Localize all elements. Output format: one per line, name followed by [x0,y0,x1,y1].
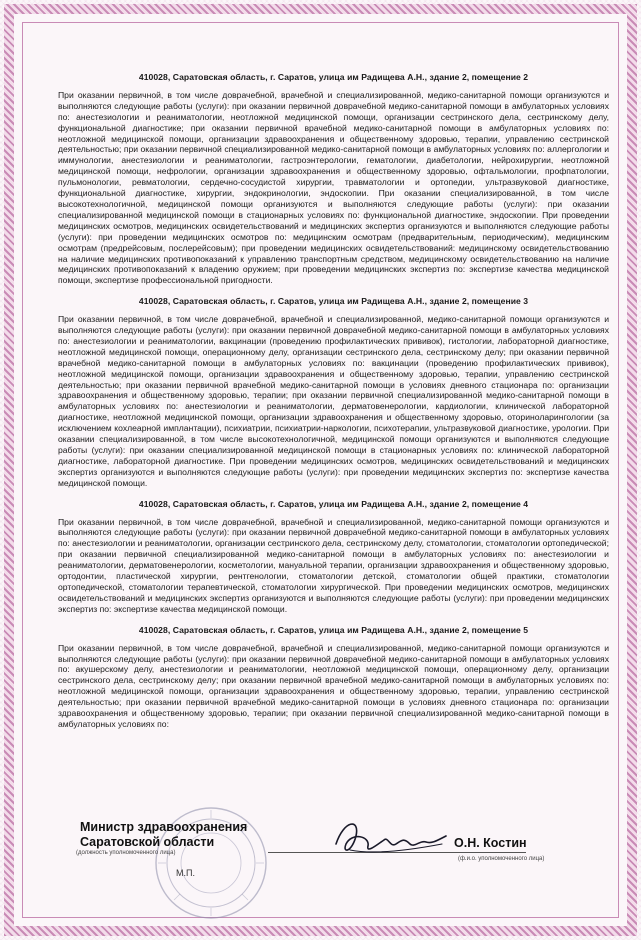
position-caption: (должность уполномоченного лица) [76,850,176,856]
section-text: При оказании первичной, в том числе доврачебной, врачебной и специализированной, медико-санитарной помощи организуются и выполняются следующие работы (услуги): при оказании первичной доврачебной медико-санитарной помощи в амбулаторных условиях по: анестезиологии и реаниматологии, неотложной медицинской помощи, организации сестринского дела, сестринскому делу, функциональной диагностике; при оказании первичной врачебной медико-санитарной помощи в амбулаторных условиях по: неотложной медицинской помощи, организации здравоохранения и общественному здоровью, терапии, управлению сестринской деятельностью; при оказании первичной специализированной медико-санитарной помощи в амбулаторных условиях по: аллергологии и иммунологии, анестезиологии и реаниматологии, гастроэнтерологии, гематологии, диабетологии, нейрохирургии, неотложной медицинской помощи, нефрологии, организации здравоохранения и общественному здоровью, офтальмологии, профпатологии, пульмонологии, ревматологии, сердечно-сосудистой хирургии, травматологии и ортопедии, ультразвуковой диагностике, функциональной диагностике, хирургии, эндокринологии, эндоскопии. При оказании специализированной, в том числе высокотехнологичной, медицинской помощи организуются и выполняются следующие работы (услуги): при оказании специализированной медицинской помощи в стационарных условиях по: функциональной диагностике, эндоскопии. При проведении медицинских осмотров, медицинских освидетельствований и медицинских экспертиз организуются и выполняются следующие работы (услуги): при проведении медицинских осмотров по: медицинским осмотрам (предварительным, периодическим), медицинским осмотрам (предрейсовым, послерейсовым); при проведении медицинских освидетельствований: медицинскому освидетельствованию на наличие медицинских противопоказаний к управлению транспортным средством, медицинскому освидетельствованию на наличие медицинских противопоказаний к владению оружием; при проведении медицинских экспертиз по: экспертизе качества медицинской помощи, экспертизе профессиональной пригодности. [58,89,609,286]
section-text: При оказании первичной, в том числе доврачебной, врачебной и специализированной, медико-санитарной помощи организуются и выполняются следующие работы (услуги): при оказании первичной доврачебной медико-санитарной помощи в амбулаторных условиях по: анестезиологии и реаниматологии, вакцинации (проведению профилактических прививок), гистологии, лабораторной диагностике, неотложной медицинской помощи, операционному делу, организации сестринского дела, сестринскому делу; при оказании первичной врачебной медико-санитарной помощи в амбулаторных условиях по: вакцинации (проведению профилактических прививок), неотложной медицинской помощи, организации здравоохранения и общественному здоровью, терапии, управлению сестринской деятельностью; при оказании первичной врачебной медико-санитарной помощи в условиях дневного стационара по: организации здравоохранения и общественному здоровью, терапии; при оказании первичной специализированной медико-санитарной помощи в амбулаторных условиях по: анестезиологии и реаниматологии, дерматовенерологии, кардиологии, клинической лабораторной диагностике, неотложной медицинской помощи, организации здравоохранения и общественному здоровью, оториноларингологии (за исключением кохлеарной имплантации), психиатрии, психиатрии-наркологии, психотерапии, ультразвуковой диагностике, урологии. При оказании специализированной, в том числе высокотехнологичной, медицинской помощи организуются и выполняются следующие работы (услуги): при оказании специализированной медицинской помощи в стационарных условиях по: клинической лабораторной диагностике, лабораторной диагностике. При проведении медицинских осмотров, медицинских освидетельствований и медицинских экспертиз организуются и выполняются следующие работы (услуги): при проведении медицинских экспертиз по: экспертизе качества медицинской помощи. [58,314,609,488]
seal-placeholder-label: М.П. [176,868,195,878]
section-address: 410028, Саратовская область, г. Саратов, улица им Радищева А.Н., здание 2, помещение 3 [138,296,529,307]
position-line-2: Саратовской области [80,835,215,849]
handwritten-signature-icon [330,814,450,860]
section-text: При оказании первичной, в том числе доврачебной, врачебной и специализированной, медико-санитарной помощи организуются и выполняются следующие работы (услуги): при оказании первичной доврачебной медико-санитарной помощи в амбулаторных условиях по: акушерскому делу, анестезиологии и реаниматологии, неотложной медицинской помощи, операционному делу, организации сестринского дела, сестринскому делу; при оказании первичной врачебной медико-санитарной помощи в амбулаторных условиях по: неотложной медицинской помощи, организации здравоохранения и общественному здоровью, терапии, управлению сестринской деятельностью; при оказании первичной врачебной медико-санитарной помощи в условиях дневного стационара по: организации здравоохранения и общественному здоровью, терапии; при оказании первичной специализированной медико-санитарной помощи в амбулаторных условиях по: [58,642,609,729]
signature-block [76,812,610,932]
section-address: 410028, Саратовская область, г. Саратов, улица им Радищева А.Н., здание 2, помещение 2 [138,72,529,82]
section-address: 410028, Саратовская область, г. Саратов, улица им Радищева А.Н., здание 2, помещение 5 [138,624,529,635]
section-room-4 [58,499,609,615]
signer-name: О.Н. Костин [454,836,527,850]
document-content [58,72,609,740]
section-room-5 [58,625,609,730]
section-address: 410028, Саратовская область, г. Саратов, улица им Радищева А.Н., здание 2, помещение 4 [138,498,529,509]
section-text: При оказании первичной, в том числе доврачебной, врачебной и специализированной, медико-санитарной помощи организуются и выполняются следующие работы (услуги): при оказании первичной доврачебной медико-санитарной помощи в амбулаторных условиях по: анестезиологии и реаниматологии, организации сестринского дела, сестринскому делу, стоматологии, стоматологии ортопедической; при оказании первичной специализированной медико-санитарной помощи в амбулаторных условиях по: анестезиологии и реаниматологии, дерматовенерологии, косметологии, мануальной терапии, организации здравоохранения и общественному здоровью, ортодонтии, пластической хирургии, рентгенологии, стоматологии детской, стоматологии общей практики, стоматологии ортопедической, стоматологии терапевтической, стоматологии хирургической. При проведении медицинских осмотров, медицинских освидетельствований и медицинских экспертиз организуются и выполняются следующие работы (услуги): при проведении медицинских экспертиз по: экспертизе качества медицинской помощи. [58,516,609,614]
signer-caption: (ф.и.о. уполномоченного лица) [458,856,545,862]
section-room-3 [58,296,609,488]
position-line-1: Министр здравоохранения [80,820,248,834]
signatory-position [80,820,247,850]
section-room-2 [58,72,609,286]
